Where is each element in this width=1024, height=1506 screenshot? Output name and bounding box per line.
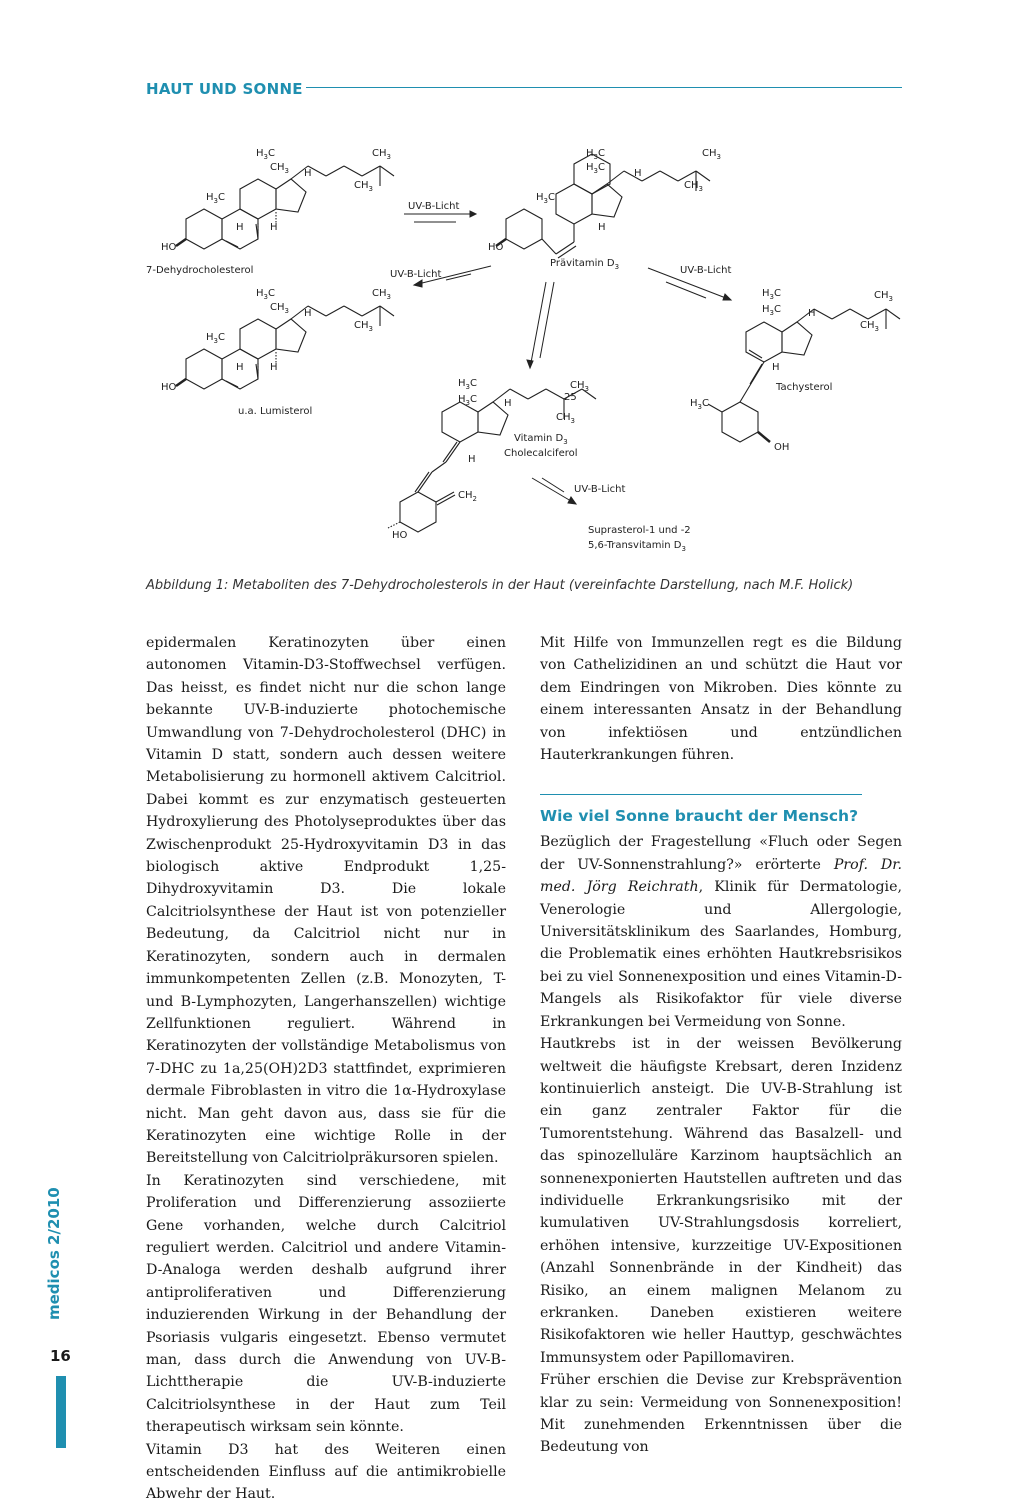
section-title: Wie viel Sonne braucht der Mensch? bbox=[540, 807, 859, 826]
lumi-ho-label: HO bbox=[161, 382, 177, 393]
right-paragraph-1: Mit Hilfe von Immunzellen regt es die Bildung von Cathelizidinen an und schützt die Haut vor dem Eindringen von Mikroben. Dies könnte zu einem interessanten Ansatz in der Behandlung von infektiösen und entzündlichen Hauterkrankungen führen. bbox=[540, 635, 902, 764]
tachy-h3c-top-label: $H_3C$ bbox=[762, 288, 781, 301]
tachy-ch3-low-label: $CH_3$ bbox=[860, 320, 879, 333]
right-paragraph-3: Hautkrebs ist in der weissen Bevölkerung weltweit die häufigste Krebsart, deren Inzidenz kontinuierlich ansteigt. Die UV-B-Strahlung ist ein ganz zentraler Faktor für die Tumorentstehung. Während das Basalzell- und das spinozelluläre Karzinom hauptsächlich an sonnenexponierten Hautstellen auftreten und das individuelle Erkrankungsrisiko mit der kumulativen UV-Strahlungsdosis korreliert, erhöhen intensive, kurzzeitige UV-Expositionen (Anzahl Sonnenbrände in der Kindheit) das Risiko, an einem malignen Melanom zu erkranken. Daneben existieren weitere Risikofaktoren wie heller Hauttyp, geschwächtes Immunsystem oder Papillomaviren. bbox=[540, 1036, 902, 1366]
vitd-ch3-low-label: $CH_3$ bbox=[556, 412, 575, 425]
vitd-c25-label: 25 bbox=[564, 392, 577, 403]
arrow-pre-vitd-head bbox=[527, 360, 533, 368]
lumi-h-label: H bbox=[304, 308, 312, 319]
metabolite-figure bbox=[146, 130, 906, 570]
dhc-h3c-top-label: $H_3C$ bbox=[256, 148, 275, 161]
tachy-ch3-top-label: $CH_3$ bbox=[874, 290, 893, 303]
right-column bbox=[540, 632, 902, 1459]
cholecalciferol-name: Cholecalciferol bbox=[504, 448, 578, 459]
tachy-h3c-low-label: $H_3C$ bbox=[690, 398, 709, 411]
lumisterol-structure bbox=[161, 288, 394, 393]
arrow-pre-lumi-head bbox=[414, 280, 422, 287]
section-rule bbox=[540, 794, 862, 795]
author-name: Prof. Dr. med. Jörg Reichrath bbox=[540, 856, 902, 896]
left-column bbox=[146, 632, 506, 1506]
header-rule bbox=[306, 87, 902, 88]
journal-label: medicos 2/2010 bbox=[45, 1187, 63, 1320]
lumi-h3c-ring-label: $H_3C$ bbox=[206, 332, 225, 345]
dhc-h-ring-b-label: H bbox=[270, 222, 278, 233]
paragraph-2-end: , Klinik für Dermatologie, Venerologie und Allergologie, Universitätsklinikum des Saarlandes, Homburg, die Problematik eines erhöhten Hautkrebsrisikos bei zu viel Sonnenexposition und eines Vitamin-D-Mangels als Risikofaktor für viele diverse Erkrankungen bei Vermeidung von Sonne. bbox=[540, 879, 902, 1030]
uvb-label-2: UV-B-Licht bbox=[390, 269, 442, 280]
lumi-ch3-top-label: $CH_3$ bbox=[372, 288, 391, 301]
arrow-vitd-supra-head bbox=[568, 497, 576, 504]
previtamin-structure bbox=[488, 148, 721, 258]
side-accent-bar bbox=[56, 1376, 66, 1448]
dhc-ch3-low-label: $CH_3$ bbox=[354, 180, 373, 193]
pre-h-ring-label: H bbox=[598, 222, 606, 233]
vitd-ho-label: HO bbox=[392, 530, 408, 541]
arrow-dhc-pre-head bbox=[470, 211, 476, 217]
dhc-ch3-top-label: $CH_3$ bbox=[372, 148, 391, 161]
right-paragraph-4: Früher erschien die Devise zur Krebsprävention klar zu sein: Vermeidung von Sonnenexposition! Mit zunehmenden Erkenntnissen über die Bedeutung von bbox=[540, 1372, 902, 1456]
pre-h3c-top-label: $H_3C$ bbox=[586, 148, 605, 161]
dhc-ch3-mid-label: $CH_3$ bbox=[270, 162, 289, 175]
left-paragraph-1: epidermalen Keratinozyten über einen autonomen Vitamin-D3-Stoffwechsel verfügen. Das heisst, es findet nicht nur die schon lange bekannte UV-B-induzierte photochemische Umwandlung von 7-Dehydrocholesterol (DHC) in Vitamin D statt, sondern auch dessen weitere Metabolisierung zu hormonell aktivem Calcitriol. Dabei kommt es zur enzymatisch gesteuerten Hydroxylierung des Photolyseproduktes über das Zwischenprodukt 25-Hydroxyvitamin D3 in das biologisch aktive Endprodukt 1,25-Dihydroxyvitamin D3. Die lokale Calcitriolsynthese der Haut ist von potenzieller Bedeutung, da Calcitriol nicht nur in Keratinozyten, sondern auch in dermalen immunkompetenten Zellen (z.B. Monozyten, T- und B-Lymphozyten, Langerhanszellen) wichtige Zellfunktionen reguliert. Während in Keratinozyten der vollständige Metabolismus von 7-DHC zu 1a,25(OH)2D3 stattfindet, exprimieren dermale Fibroblasten in vitro die 1α-Hydroxylase nicht. Man geht davon aus, dass sie für die Keratinozyten eine wichtige Rolle in der Bereitstellung von Calcitriolpräkursoren spielen. bbox=[146, 635, 506, 1167]
lumi-ch3-mid-label: $CH_3$ bbox=[270, 302, 289, 315]
dhc-h3c-ring-label: $H_3C$ bbox=[206, 192, 225, 205]
vitd-h-ring-label: H bbox=[468, 454, 476, 465]
vitd-ch2-label: $CH_2$ bbox=[458, 490, 477, 503]
dhc-ho-label: HO bbox=[161, 242, 177, 253]
tachy-h-ring-label: H bbox=[772, 362, 780, 373]
lumi-ch3-low-label: $CH_3$ bbox=[354, 320, 373, 333]
vitd-h3c-top-label: $H_3C$ bbox=[458, 378, 477, 391]
uvb-label-4: UV-B-Licht bbox=[574, 484, 626, 495]
dhc-structure bbox=[161, 148, 394, 253]
arrow-vitd-back bbox=[540, 282, 554, 358]
arrow-tachy-back bbox=[666, 282, 706, 298]
lumisterol-name: u.a. Lumisterol bbox=[238, 406, 313, 417]
metabolite-diagram bbox=[146, 130, 906, 570]
tachysterol-structure bbox=[690, 288, 900, 453]
uvb-label-3: UV-B-Licht bbox=[680, 265, 732, 276]
pre-ch3-low-label: $CH_3$ bbox=[684, 180, 703, 193]
tachysterol-name: Tachysterol bbox=[776, 382, 833, 393]
page-number: 16 bbox=[50, 1347, 71, 1365]
uvb-label-1: UV-B-Licht bbox=[408, 201, 460, 212]
tachy-h3c-mid-label: $H_3C$ bbox=[762, 304, 781, 317]
vitamin-d3-name: Vitamin $D_3$ bbox=[514, 433, 568, 446]
left-paragraph-3: Vitamin D3 hat des Weiteren einen entscheidenden Einfluss auf die antimikrobielle Abwehr der Haut. bbox=[146, 1441, 506, 1503]
pre-h3c-mid-label: $H_3C$ bbox=[586, 162, 605, 175]
right-paragraph-2 bbox=[540, 831, 902, 1033]
dhc-h-ring-a-label: H bbox=[236, 222, 244, 233]
page-header bbox=[146, 80, 902, 102]
lumi-h-ring-a-label: H bbox=[236, 362, 244, 373]
vitd-h3c-mid-label: $H_3C$ bbox=[458, 394, 477, 407]
vitamin-d3-structure bbox=[388, 378, 596, 541]
tachy-oh-label: OH bbox=[774, 442, 790, 453]
suprasterol-name: Suprasterol-1 und -2 bbox=[588, 525, 691, 536]
arrow-pre-tachy-head bbox=[723, 294, 731, 300]
pre-h3c-ring-label: $H_3C$ bbox=[536, 192, 555, 205]
reaction-arrows bbox=[404, 211, 731, 504]
dhc-name: 7-Dehydrocholesterol bbox=[146, 265, 254, 276]
pre-ho-label: HO bbox=[488, 242, 504, 253]
dhc-h-label: H bbox=[304, 168, 312, 179]
paragraph-2-start: Bezüglich der Fragestellung «Fluch oder Segen der UV-Sonnenstrahlung?» erörterte bbox=[540, 834, 902, 873]
transvitamin-name: 5,6-Transvitamin $D_3$ bbox=[588, 540, 686, 553]
lumi-h3c-top-label: $H_3C$ bbox=[256, 288, 275, 301]
tachy-h-label: H bbox=[808, 308, 816, 319]
arrow-pre-vitd bbox=[530, 282, 546, 368]
vitd-ch3-top-label: $CH_3$ bbox=[570, 380, 589, 393]
section-header-title: HAUT UND SONNE bbox=[146, 80, 303, 98]
vitd-h-label: H bbox=[504, 398, 512, 409]
pre-ch3-top-label: $CH_3$ bbox=[702, 148, 721, 161]
pre-h-label: H bbox=[634, 168, 642, 179]
lumi-h-ring-b-label: H bbox=[270, 362, 278, 373]
arrow-lumi-back bbox=[446, 274, 471, 280]
previtamin-name: Prävitamin $D_3$ bbox=[550, 258, 620, 271]
left-paragraph-2: In Keratinozyten sind verschiedene, mit Proliferation und Differenzierung assoziierte Gene vorhanden, welche durch Calcitriol reguliert werden. Calcitriol und andere Vitamin-D-Analoga werden deshalb aufgrund ihrer antiproliferativen und Differenzierung induzierenden Wirkung in der Behandlung der Psoriasis vulgaris eingesetzt. Ebenso vermutet man, dass durch die Anwendung von UV-B-Lichttherapie die UV-B-induzierte Calcitriolsynthese in der Haut zum Teil therapeutisch wirksam sein könnte. bbox=[146, 1172, 506, 1436]
figure-caption: Abbildung 1: Metaboliten des 7-Dehydrocholesterols in der Haut (vereinfachte Darstellung, nach M.F. Holick) bbox=[146, 578, 854, 593]
